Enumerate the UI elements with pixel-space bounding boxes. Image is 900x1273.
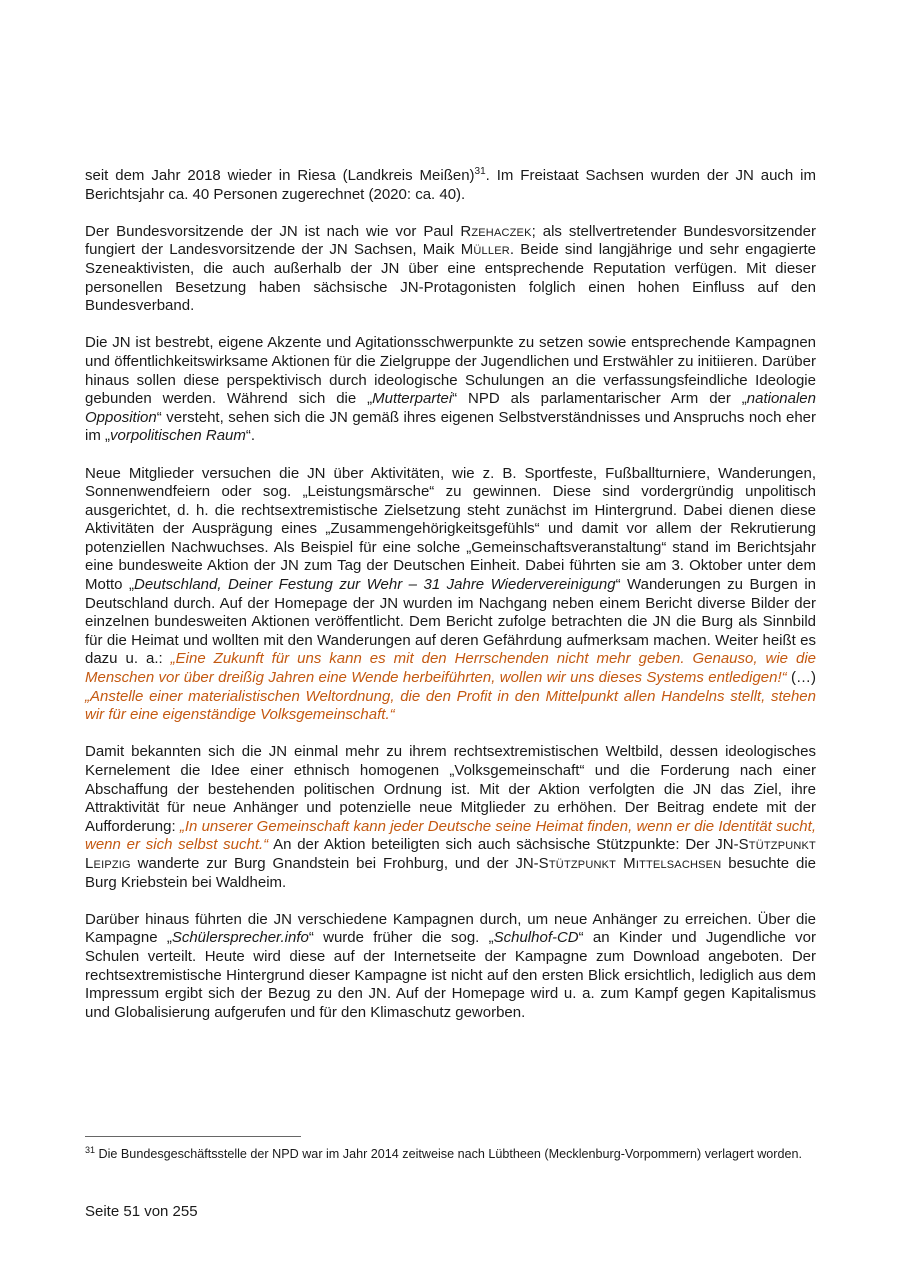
footnote-text: Die Bundesgeschäftsstelle der NPD war im Jahr 2014 zeitweise nach Lübtheen (Mecklenburg-Vorpommern) verlagert worden. [95, 1147, 803, 1161]
text-run: “. [245, 427, 256, 445]
paragraph [85, 743, 816, 892]
text-run: besuchte die Burg Kriebstein bei Waldheim. [85, 854, 816, 891]
text-run: “ versteht, sehen sich die JN gemäß ihres eigenen Selbstverständnisses und Anspruchs noch eher im „ [85, 408, 816, 445]
text-run: Stützpunkt Mittelsachsen [538, 854, 722, 872]
text-run: “ NPD als parlamentarischer Arm der „ [452, 390, 747, 408]
text-run: . Beide sind langjährige und sehr engagierte Szeneaktivisten, die auch außerhalb der JN über eine entsprechende Reputation verfügen. Mit dieser personellen Besetzung haben sächsische JN-Protagonisten folglich einen hohen Einfluss auf den Bundesverband. [85, 241, 816, 315]
paragraph [85, 334, 816, 446]
text-run: (…) [786, 669, 816, 687]
text-run: Müller [460, 241, 510, 259]
footnote-separator [85, 1136, 301, 1137]
paragraph [85, 223, 816, 316]
footnote-marker: 31 [85, 1144, 96, 1155]
text-run: Darüber hinaus führten die JN verschiedene Kampagnen durch, um neue Anhänger zu erreichen. Über die Kampagne „ [85, 910, 816, 947]
paragraph [85, 911, 816, 1023]
text-run: wanderte zur Burg Gnandstein bei Frohburg, und der JN- [130, 854, 539, 872]
text-run: . Im Freistaat Sachsen wurden der JN auch im Berichtsjahr ca. 40 Personen zugerechnet (2020: ca. 40). [85, 167, 816, 203]
text-run: Stützpunkt Leipzig [85, 836, 816, 872]
text-run: seit dem Jahr 2018 wieder in Riesa (Landkreis Meißen) [85, 167, 475, 184]
text-run: „Eine Zukunft für uns kann es mit den Herrschenden nicht mehr geben. Genauso, wie die Menschen vor über dreißig Jahren eine Wende herbeiführten, wollen wir uns dieses Systems entledigen!“ [85, 650, 817, 687]
text-run: Die JN ist bestrebt, eigene Akzente und Agitationsschwerpunkte zu setzen sowie entsprechende Kampagnen und öffentlichkeitswirksame Aktionen für die Zielgruppe der Jugendlichen und Erstwähler zu initiieren. Darüber hinaus sollen diese perspektivisch durch ideologische Schulungen an die verfassungsfeindliche Ideologie gebunden werden. Während sich die „ [85, 334, 816, 408]
text-run: Neue Mitglieder versuchen die JN über Aktivitäten, wie z. B. Sportfeste, Fußballturniere, Wanderungen, Sonnenwendfeiern oder sog. „Leistungsmärsche“ zu gewinnen. Diese sind vordergründig unpolitisch ausgerichtet, d. h. die rechtsextremistische Zielsetzung steht zunächst im Hintergrund. Dabei dienen diese Aktivitäten der Ausprägung eines „Zusammengehörigkeitsgefühls“ und damit vor allem der Rekrutierung potenziellen Nachwuchses. Als Beispiel für eine solche „Gemeinschaftsveranstaltung“ stand im Berichtsjahr eine bundesweite Aktion der JN zum Tag der Deutschen Einheit. Dabei führten sie am 3. Oktober unter dem Motto „ [85, 464, 816, 594]
text-run: „In unserer Gemeinschaft kann jeder Deutsche seine Heimat finden, wenn er die Identität sucht, wenn er sich selbst sucht.“ [85, 817, 816, 854]
text-run: Rzehaczek [460, 222, 532, 240]
text-run: Schülersprecher.info [171, 929, 309, 947]
text-run: Der Bundesvorsitzende der JN ist nach wie vor Paul [85, 222, 461, 240]
page-number: Seite 51 von 255 [85, 1203, 198, 1220]
text-run: „Anstelle einer materialistischen Weltordnung, die den Profit in den Mittelpunkt allen Handelns stellt, stehen wir für eine eigenständige Volksgemeinschaft.“ [85, 687, 816, 724]
text-run: “ Wanderungen zu Burgen in Deutschland durch. Auf der Homepage der JN wurden im Nachgang neben einem Bericht diverse Bilder der einzelnen bundesweiten Aktionen veröffentlicht. Dem Bericht zufolge betrachten die JN die Burg als Sinnbild für die Heimat und wollten mit den Wanderungen auf deren Gefährdung aufmerksam machen. Weiter heißt es dazu u. a.: [85, 576, 816, 668]
footnote-area [85, 1136, 816, 1165]
document-body [85, 167, 816, 1041]
paragraph [85, 167, 816, 204]
text-run: “ an Kinder und Jugendliche vor Schulen verteilt. Heute wird diese auf der Internetseite der Kampagne zum Download angeboten. Der rechtsextremistische Hintergrund dieser Kampagne ist nicht auf den ersten Blick ersichtlich, lediglich aus dem Impressum ergibt sich der Bezug zu den JN. Auf der Homepage wird u. a. zum Kampf gegen Kapitalismus und Globalisierung aufgerufen und für den Klimaschutz geworben. [85, 929, 816, 1021]
text-run: An der Aktion beteiligten sich auch sächsische Stützpunkte: Der JN- [268, 836, 739, 854]
footnote [85, 1144, 816, 1165]
footnote-reference: 31 [474, 166, 486, 177]
text-run: vorpolitischen Raum [110, 427, 246, 445]
text-run: nationalen Opposition [85, 390, 816, 426]
text-run: Deutschland, Deiner Festung zur Wehr – 31 Jahre Wiedervereinigung [133, 576, 616, 594]
text-run: Damit bekannten sich die JN einmal mehr zu ihrem rechtsextremistischen Weltbild, dessen ideologisches Kernelement die Idee einer ethnisch homogenen „Volksgemeinschaft“ und die Forderung nach einer Abschaffung der bestehenden politischen Ordnung ist. Mit der Aktion verfolgten die JN das Ziel, ihre Attraktivität für neue Anhänger und potenzielle neue Mitglieder zu erhöhen. Der Beitrag endete mit der Aufforderung: [85, 743, 816, 835]
text-run: “ wurde früher die sog. „ [308, 929, 494, 947]
paragraph [85, 465, 816, 725]
text-run: ; als stellvertretender Bundesvorsitzender fungiert der Landesvorsitzende der JN Sachsen, Maik [85, 222, 816, 259]
text-run: Schulhof-CD [493, 929, 579, 947]
text-run: Mutterpartei [372, 390, 453, 408]
